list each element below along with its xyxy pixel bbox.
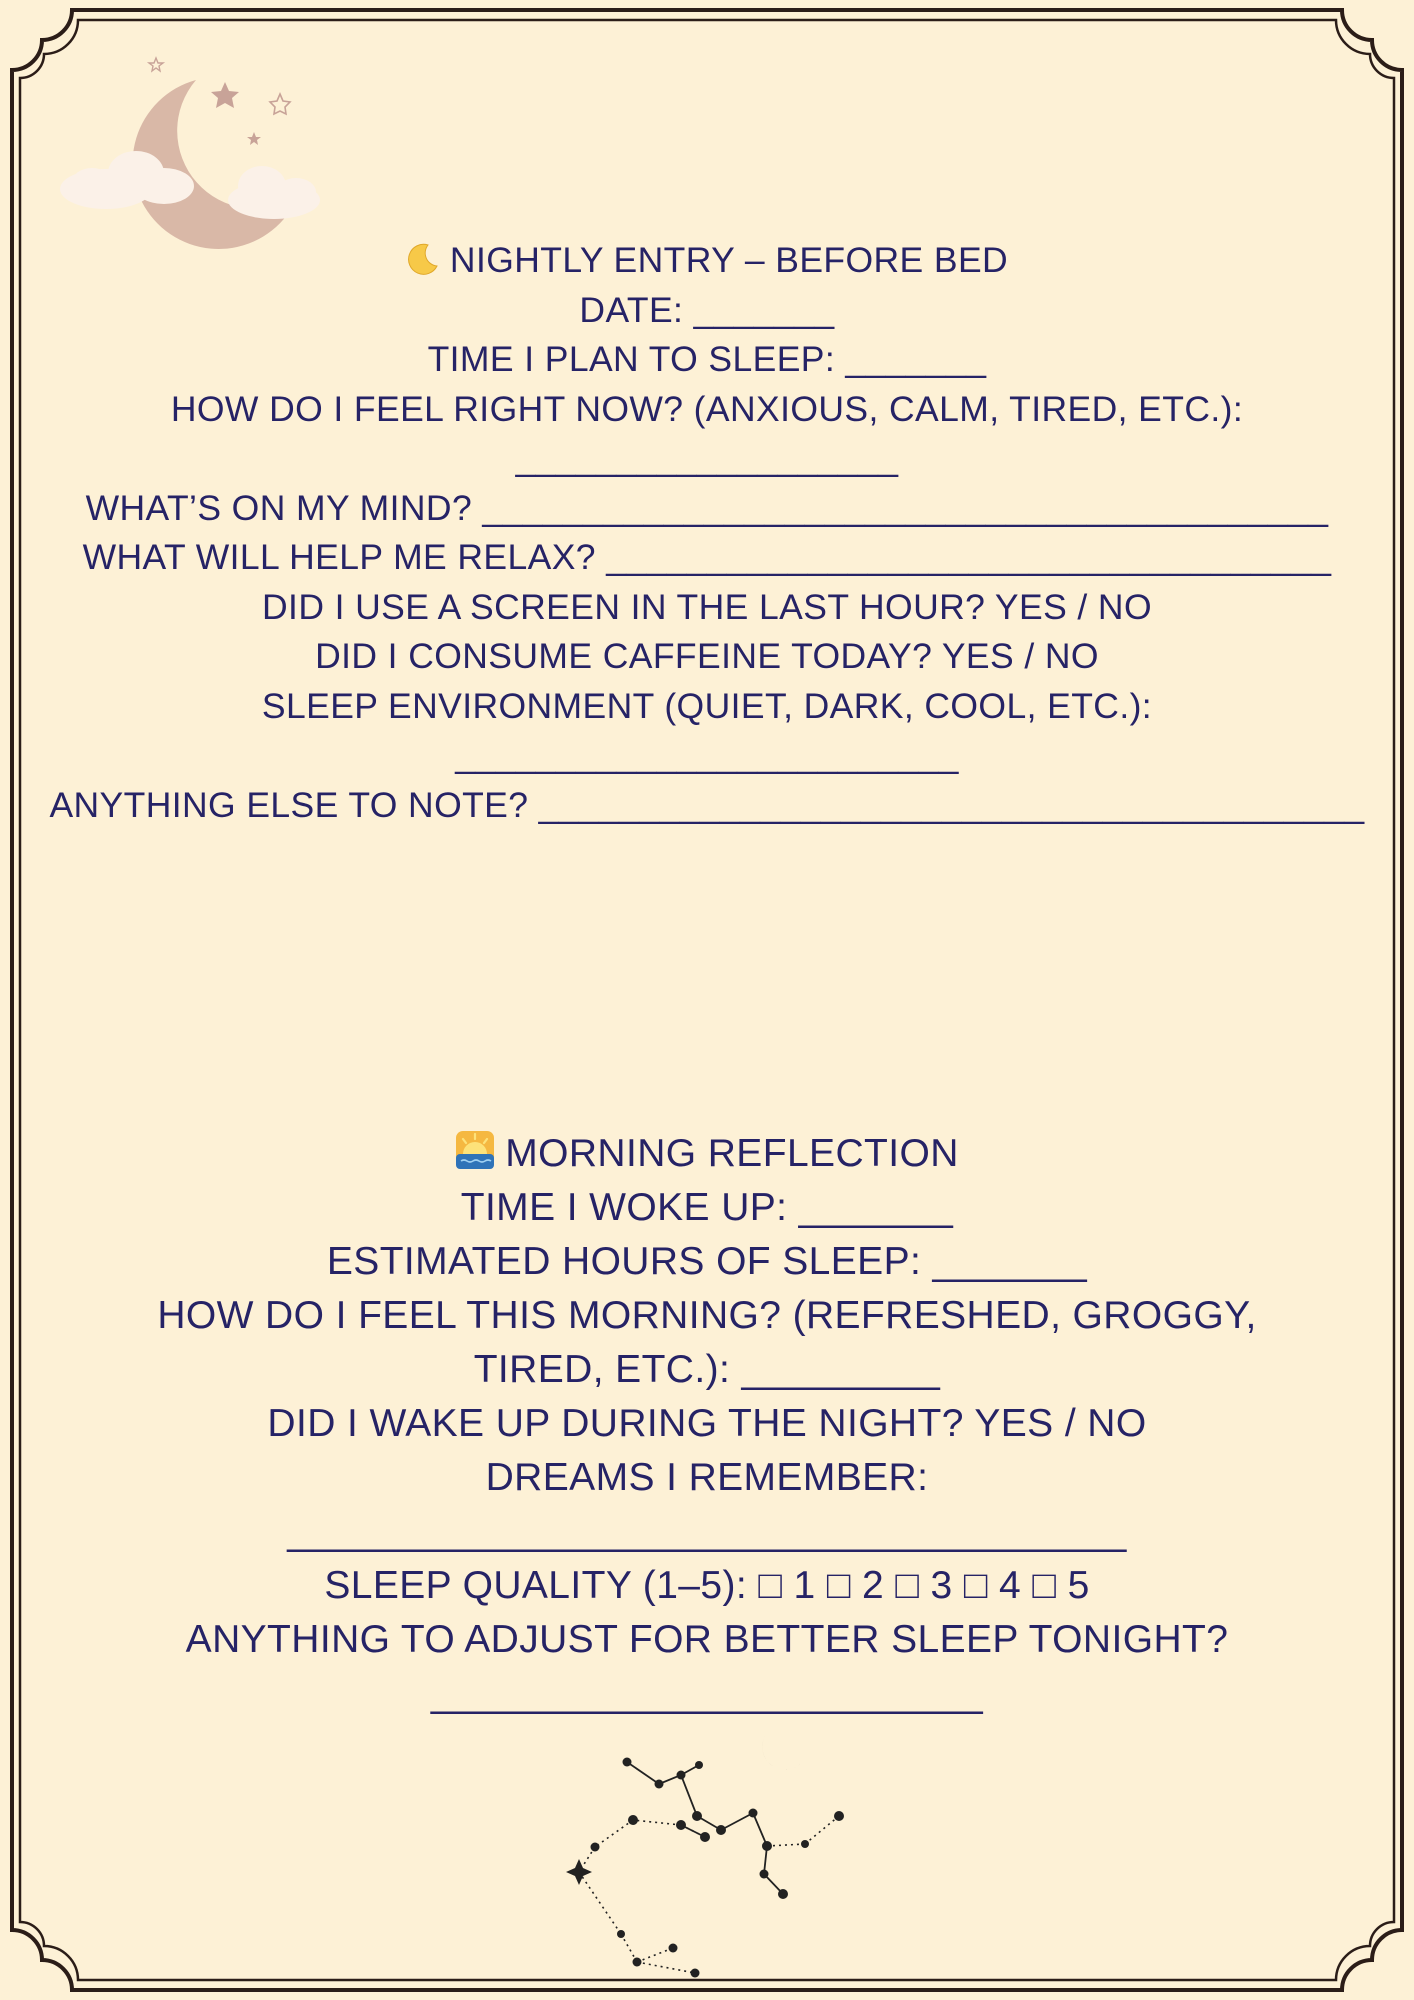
dreams-label: DREAMS I REMEMBER: — [485, 1456, 929, 1499]
constellation-illustration — [555, 1725, 865, 1990]
nightly-entry-title-text: NIGHTLY ENTRY – BEFORE BED — [449, 240, 1009, 280]
morning-reflection-title-text: MORNING REFLECTION — [505, 1132, 959, 1175]
hours-of-sleep-line: ESTIMATED HOURS OF SLEEP: _______ — [326, 1240, 1088, 1283]
caffeine-question: DID I CONSUME CAFFEINE TODAY? YES / NO — [315, 636, 1099, 676]
sleep-environment-blank: _________________________ — [455, 735, 959, 775]
four-point-star-icon — [566, 1859, 592, 1885]
date-field-line: DATE: _______ — [579, 289, 835, 330]
wake-time-line: TIME I WOKE UP: _______ — [460, 1186, 954, 1229]
crescent-moon-emoji-icon — [406, 242, 440, 276]
current-feeling-blank: ___________________ — [515, 438, 899, 478]
adjust-question: ANYTHING TO ADJUST FOR BETTER SLEEP TONIGHT? — [185, 1618, 1229, 1661]
sunrise-emoji-icon — [455, 1130, 495, 1170]
adjust-blank: _________________________ — [430, 1672, 984, 1715]
moon-clouds-illustration — [44, 46, 354, 256]
sleep-quality-rating: SLEEP QUALITY (1–5): □ 1 □ 2 □ 3 □ 4 □ 5 — [324, 1564, 1090, 1607]
small-crescent-icon — [762, 1731, 801, 1770]
anything-else-line: ANYTHING ELSE TO NOTE? _________________________________________ — [49, 784, 1365, 825]
morning-reflection-title — [0, 1127, 1414, 1181]
sleep-environment-question: SLEEP ENVIRONMENT (QUIET, DARK, COOL, ETC.): — [261, 685, 1153, 726]
morning-reflection-section — [0, 1127, 1414, 1721]
current-feeling-question: HOW DO I FEEL RIGHT NOW? (ANXIOUS, CALM, TIRED, ETC.): — [170, 388, 1244, 429]
morning-feeling-question: HOW DO I FEEL THIS MORNING? (REFRESHED, GROGGY, — [157, 1294, 1257, 1337]
planned-sleep-time-line: TIME I PLAN TO SLEEP: _______ — [427, 339, 987, 379]
nightly-entry-section — [0, 236, 1414, 830]
morning-feeling-continued: TIRED, ETC.): _________ — [473, 1348, 941, 1391]
screen-use-question: DID I USE A SCREEN IN THE LAST HOUR? YES / NO — [262, 586, 1152, 627]
night-waking-question: DID I WAKE UP DURING THE NIGHT? YES / NO — [267, 1402, 1147, 1445]
nightly-entry-title — [0, 236, 1414, 286]
dreams-blank: ______________________________________ — [287, 1510, 1127, 1553]
help-relax-line: WHAT WILL HELP ME RELAX? ____________________________________ — [82, 537, 1332, 577]
on-my-mind-line: WHAT’S ON MY MIND? __________________________________________ — [85, 487, 1329, 528]
